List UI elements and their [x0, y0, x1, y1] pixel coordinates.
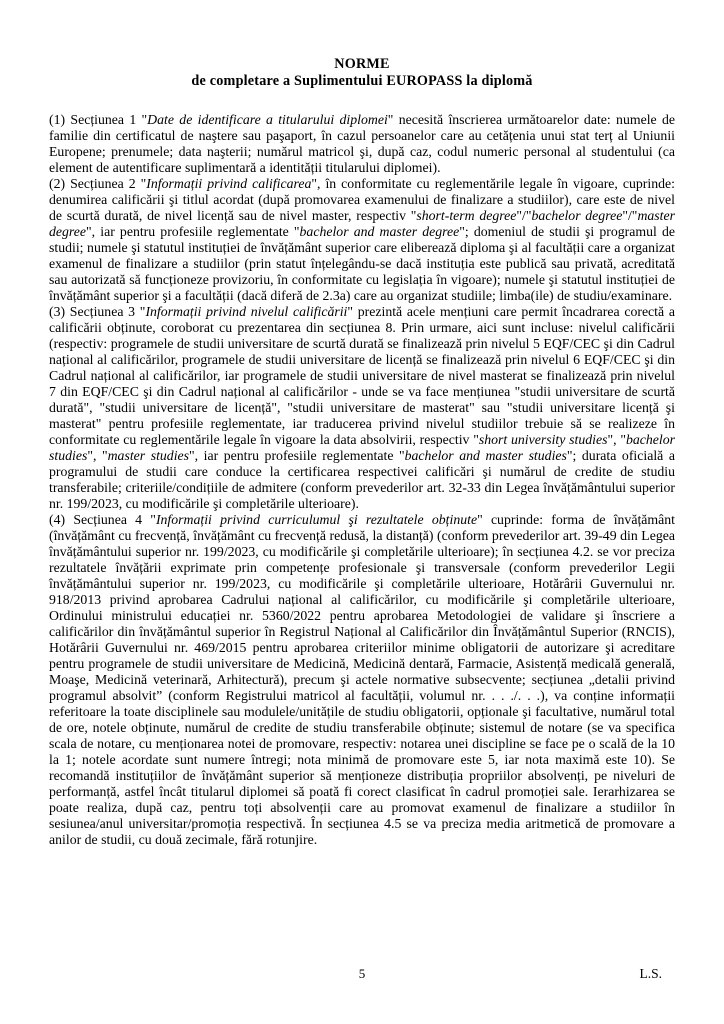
paragraph-4: (4) Secțiunea 4 "Informații privind curriculumul şi rezultatele obținute" cuprinde: forma de învățământ (învățământ cu frecvență, învățământ cu frecvență redusă, la distanță) (conform prevederilor art. 39-49 din Legea învățământului superior nr. 199/2023, cu modificările şi completările ulterioare); în secțiunea 4.2. se vor preciza rezultatele învățării exprimate prin competențe profesionale şi transversale (conform prevederilor Legii învățământului superior nr. 199/2023, cu modificările şi completările ulterioare, Hotărârii Guvernului nr. 918/2013 privind aprobarea Cadrului național al calificărilor, cu modificările şi completările ulterioare, Ordinului ministrului educației nr. 5360/2022 pentru aprobarea Metodologiei de validare şi înscriere a calificărilor din învățământul superior în Registrul Național al Calificărilor din Învățământul Superior (RNCIS), Hotărârii Guvernului nr. 469/2015 pentru aprobarea criteriilor minime obligatorii de autorizare şi acreditare pentru programele de studii universitare de Medicină, Medicină dentară, Farmacie, Asistență medicală generală, Moaşe, Medicină veterinară, Arhitectură), precum şi actele normative subsecvente; secțiunea „detalii privind programul absolvit” (conform Registrului matricol al facultății, volumul nr. . . ./. . .), va conține informații referitoare la toate disciplinele sau modulele/unitățile de studiu obligatorii, opționale şi facultative, numărul total de ore, notele obținute, numărul de credite de studiu transferabile obținute; sistemul de notare (se va specifica scala de notare, cu menționarea notei de promovare, respectiv: notarea unei discipline se face pe o scală de la 10 la 1; notele acordate sunt numere întregi; nota minimă de promovare este 5, iar nota maximă este 10). Se recomandă instituțiilor de învățământ superior să menționeze distribuția propriilor absolvenți, pe niveluri de performanță, astfel încât titularul diplomei să poată fi corect clasificat în cadrul promoției sale. Ierarhizarea se poate realiza, după caz, pentru toți absolvenții care au promovat examenul de finalizare a studiilor în sesiunea/anul universitar/promoția respectivă. În secțiunea 4.5 se va preciza media aritmetică de promovare a anilor de studii, cu două zecimale, fără rotunjire. — [49, 512, 675, 847]
paragraph-3: (3) Secțiunea 3 "Informații privind nivelul calificării" prezintă acele mențiuni care permit încadrarea corectă a calificării obținute, coroborat cu prezentarea din secțiunea 8. Prin urmare, aici sunt incluse: nivelul calificării (respectiv: programele de studii universitare de scurtă durată se finalizează prin nivelul 5 EQF/CEC şi din Cadrul național al calificărilor, programele de studii universitare de licență se finalizează prin nivelul 6 EQF/CEC şi din Cadrul național al calificărilor, iar programele de studii universitare de nivel masterat se finalizează prin nivelul 7 din EQF/CEC şi din Cadrul național al calificărilor - unde se va face mențiunea "studii universitare de scurtă durată", "studii universitare de licență", "studii universitare de masterat" sau "studii universitare licență şi masterat" pentru profesiile reglementate, iar traducerea privind nivelul studiilor trebuie să se realizeze în conformitate cu reglementările legale în vigoare la data absolvirii, respectiv "short university studies", "bachelor studies", "master studies", iar pentru profesiile reglementate "bachelor and master studies"; durata oficială a programului de studii care conduce la certificarea respectivei calificări şi numărul de credite de studiu transferabile; criteriile/condițiile de admitere (conform prevederilor art. 32-33 din Legea învățământului superior nr. 199/2023, cu modificările şi completările ulterioare). — [49, 304, 675, 511]
paragraph-1: (1) Secțiunea 1 "Date de identificare a titularului diplomei" necesită înscrierea următoarelor date: numele de familie din certificatul de naştere sau paşaport, în cazul persoanelor care au cetățenia unui stat terț al Uniunii Europene; prenumele; data naşterii; numărul matricol şi, după caz, codul numeric personal al studentului (ca element de autentificare suplimentară a identității titularului diplomei). — [49, 112, 675, 175]
title-line-2: de completare a Suplimentului EUROPASS la diplomă — [191, 73, 533, 89]
seal-initials: L.S. — [639, 966, 662, 981]
document-body — [49, 112, 675, 848]
page-number: 5 — [358, 966, 366, 981]
document-title — [0, 0, 724, 90]
title-line-1: NORME — [334, 56, 390, 72]
paragraph-2: (2) Secțiunea 2 "Informații privind calificarea", în conformitate cu reglementările legale în vigoare, cuprinde: denumirea calificării şi titlul acordat (după promovarea examenului de finalizare a studiilor), care este de nivel de scurtă durată, de nivel licență sau de nivel master, respectiv "short-term degree"/"bachelor degree"/"master degree", iar pentru profesiile reglementate "bachelor and master degree"; domeniul de studii şi programul de studii; numele şi statutul instituției de învățământ superior care eliberează diploma şi al facultății care a organizat examenul de finalizare a studiilor (prin statut înțelegându-se dacă instituția este publică sau privată, acreditată sau autorizată să funcționeze provizoriu, în conformitate cu legislația în vigoare); numele şi statutul instituției de învățământ superior şi a facultății (dacă diferă de 2.3a) care au organizat studiile; limba(ile) de studiu/examinare. — [49, 176, 675, 303]
